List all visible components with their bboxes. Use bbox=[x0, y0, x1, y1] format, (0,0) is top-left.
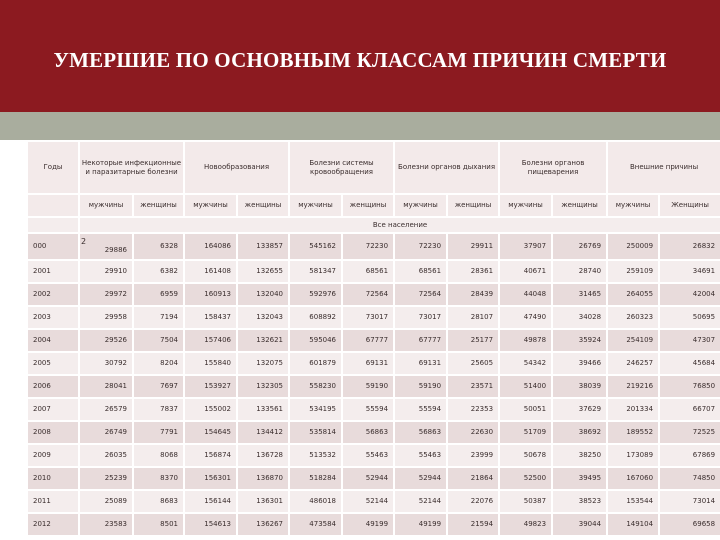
value-cell: 592976 bbox=[289, 283, 342, 306]
value-cell: 38523 bbox=[552, 490, 607, 513]
value-cell: 21594 bbox=[447, 513, 499, 536]
year-cell: 2003 bbox=[27, 306, 79, 329]
value-cell: 28041 bbox=[79, 375, 133, 398]
value-cell: 545162 bbox=[289, 233, 342, 260]
value-cell: 6959 bbox=[133, 283, 184, 306]
subheader-cell: женщины bbox=[552, 194, 607, 217]
table-row bbox=[27, 306, 720, 329]
value-cell: 69658 bbox=[659, 513, 720, 536]
header-years: Годы bbox=[27, 141, 79, 194]
value-cell: 134412 bbox=[237, 421, 289, 444]
value-cell: 136301 bbox=[237, 490, 289, 513]
value-cell: 28107 bbox=[447, 306, 499, 329]
value-cell: 601879 bbox=[289, 352, 342, 375]
value-cell: 132043 bbox=[237, 306, 289, 329]
value-cell: 72525 bbox=[659, 421, 720, 444]
value-cell: 7697 bbox=[133, 375, 184, 398]
value-cell: 52944 bbox=[342, 467, 394, 490]
value-cell: 173089 bbox=[607, 444, 659, 467]
table-row bbox=[27, 421, 720, 444]
value-cell: 201334 bbox=[607, 398, 659, 421]
value-cell: 28740 bbox=[552, 260, 607, 283]
value-cell: 49823 bbox=[499, 513, 552, 536]
value-cell: 518284 bbox=[289, 467, 342, 490]
value-cell: 26749 bbox=[79, 421, 133, 444]
value-cell: 22076 bbox=[447, 490, 499, 513]
row-marker: 2 bbox=[81, 237, 87, 246]
value-text: 29886 bbox=[104, 246, 127, 254]
subheader-cell: Женщины bbox=[659, 194, 720, 217]
table-row bbox=[27, 490, 720, 513]
value-cell: 259109 bbox=[607, 260, 659, 283]
value-cell: 37907 bbox=[499, 233, 552, 260]
table-row bbox=[27, 352, 720, 375]
value-cell: 8501 bbox=[133, 513, 184, 536]
value-cell: 54342 bbox=[499, 352, 552, 375]
value-cell: 23571 bbox=[447, 375, 499, 398]
value-cell: 66707 bbox=[659, 398, 720, 421]
year-cell: 2005 bbox=[27, 352, 79, 375]
subheader-row bbox=[27, 194, 720, 217]
value-cell: 164086 bbox=[184, 233, 237, 260]
value-cell: 21864 bbox=[447, 467, 499, 490]
value-cell: 132040 bbox=[237, 283, 289, 306]
value-cell: 513532 bbox=[289, 444, 342, 467]
subheader-cell: женщины bbox=[237, 194, 289, 217]
value-cell: 219216 bbox=[607, 375, 659, 398]
value-cell: 67869 bbox=[659, 444, 720, 467]
table-row bbox=[27, 375, 720, 398]
value-cell: 68561 bbox=[394, 260, 447, 283]
value-cell: 25177 bbox=[447, 329, 499, 352]
value-cell: 44048 bbox=[499, 283, 552, 306]
value-cell: 22353 bbox=[447, 398, 499, 421]
value-cell: 156301 bbox=[184, 467, 237, 490]
value-cell: 29972 bbox=[79, 283, 133, 306]
section-row bbox=[27, 217, 720, 233]
header-group: Болезни органов пищеварения bbox=[499, 141, 607, 194]
value-cell: 39466 bbox=[552, 352, 607, 375]
value-cell: 608892 bbox=[289, 306, 342, 329]
value-cell: 250009 bbox=[607, 233, 659, 260]
value-cell: 8683 bbox=[133, 490, 184, 513]
value-cell: 72230 bbox=[394, 233, 447, 260]
year-cell: 2009 bbox=[27, 444, 79, 467]
year-cell: 2011 bbox=[27, 490, 79, 513]
value-cell: 51400 bbox=[499, 375, 552, 398]
value-cell: 69131 bbox=[394, 352, 447, 375]
value-cell: 28361 bbox=[447, 260, 499, 283]
year-cell: 2012 bbox=[27, 513, 79, 536]
value-cell: 37629 bbox=[552, 398, 607, 421]
year-cell: 2008 bbox=[27, 421, 79, 444]
value-cell: 581347 bbox=[289, 260, 342, 283]
value-cell: 473584 bbox=[289, 513, 342, 536]
value-cell: 40671 bbox=[499, 260, 552, 283]
value-cell: 31465 bbox=[552, 283, 607, 306]
value-cell: 55463 bbox=[394, 444, 447, 467]
table-row bbox=[27, 233, 720, 260]
table-row bbox=[27, 513, 720, 536]
value-cell: 156144 bbox=[184, 490, 237, 513]
value-cell: 47490 bbox=[499, 306, 552, 329]
value-cell: 7791 bbox=[133, 421, 184, 444]
value-cell: 55594 bbox=[394, 398, 447, 421]
value-cell: 52144 bbox=[342, 490, 394, 513]
value-cell: 246257 bbox=[607, 352, 659, 375]
value-cell: 133857 bbox=[237, 233, 289, 260]
value-cell: 155002 bbox=[184, 398, 237, 421]
value-cell: 260323 bbox=[607, 306, 659, 329]
value-cell: 73014 bbox=[659, 490, 720, 513]
value-cell: 29526 bbox=[79, 329, 133, 352]
header-row bbox=[27, 141, 720, 194]
value-cell: 26769 bbox=[552, 233, 607, 260]
subheader-cell: женщины bbox=[447, 194, 499, 217]
value-cell: 34028 bbox=[552, 306, 607, 329]
value-cell: 133561 bbox=[237, 398, 289, 421]
value-cell: 50051 bbox=[499, 398, 552, 421]
value-cell: 67777 bbox=[394, 329, 447, 352]
subheader-cell: женщины bbox=[342, 194, 394, 217]
value-cell: 558230 bbox=[289, 375, 342, 398]
value-cell: 486018 bbox=[289, 490, 342, 513]
value-cell: 264055 bbox=[607, 283, 659, 306]
value-cell: 59190 bbox=[342, 375, 394, 398]
value-cell: 47307 bbox=[659, 329, 720, 352]
value-cell: 56863 bbox=[342, 421, 394, 444]
table-row bbox=[27, 467, 720, 490]
year-cell: 2006 bbox=[27, 375, 79, 398]
value-cell: 73017 bbox=[342, 306, 394, 329]
year-cell: 2007 bbox=[27, 398, 79, 421]
value-cell: 28439 bbox=[447, 283, 499, 306]
value-cell: 45684 bbox=[659, 352, 720, 375]
value-cell: 59190 bbox=[394, 375, 447, 398]
section-label: Все население bbox=[79, 217, 720, 233]
value-cell: 72564 bbox=[342, 283, 394, 306]
header-group: Новообразования bbox=[184, 141, 289, 194]
value-cell: 68561 bbox=[342, 260, 394, 283]
value-cell: 25605 bbox=[447, 352, 499, 375]
value-cell: 161408 bbox=[184, 260, 237, 283]
value-cell: 38039 bbox=[552, 375, 607, 398]
header-group: Болезни системы кровообращения bbox=[289, 141, 394, 194]
value-cell: 76850 bbox=[659, 375, 720, 398]
value-cell: 55594 bbox=[342, 398, 394, 421]
value-cell: 595046 bbox=[289, 329, 342, 352]
value-cell: 49878 bbox=[499, 329, 552, 352]
value-cell: 50695 bbox=[659, 306, 720, 329]
value-cell: 52144 bbox=[394, 490, 447, 513]
value-cell: 51709 bbox=[499, 421, 552, 444]
value-cell: 39044 bbox=[552, 513, 607, 536]
value-cell: 158437 bbox=[184, 306, 237, 329]
value-cell: 26579 bbox=[79, 398, 133, 421]
header-group: Некоторые инфекционные и паразитарные болезни bbox=[79, 141, 184, 194]
value-cell: 7194 bbox=[133, 306, 184, 329]
header-blank bbox=[27, 194, 79, 217]
subheader-cell: мужчины bbox=[79, 194, 133, 217]
value-cell: 72230 bbox=[342, 233, 394, 260]
value-cell: 49199 bbox=[342, 513, 394, 536]
mortality-table bbox=[26, 140, 720, 537]
value-cell: 56863 bbox=[394, 421, 447, 444]
value-cell: 29958 bbox=[79, 306, 133, 329]
header-group: Болезни органов дыхания bbox=[394, 141, 499, 194]
value-cell: 534195 bbox=[289, 398, 342, 421]
value-cell: 29911 bbox=[447, 233, 499, 260]
value-cell: 52500 bbox=[499, 467, 552, 490]
year-cell: 2001 bbox=[27, 260, 79, 283]
title-bar bbox=[0, 0, 720, 112]
value-cell: 23999 bbox=[447, 444, 499, 467]
value-cell: 155840 bbox=[184, 352, 237, 375]
value-cell: 25239 bbox=[79, 467, 133, 490]
value-cell: 50678 bbox=[499, 444, 552, 467]
value-cell: 38250 bbox=[552, 444, 607, 467]
value-cell: 29910 bbox=[79, 260, 133, 283]
value-cell: 153544 bbox=[607, 490, 659, 513]
value-cell: 8068 bbox=[133, 444, 184, 467]
value-cell: 42004 bbox=[659, 283, 720, 306]
section-blank bbox=[27, 217, 79, 233]
value-cell: 156874 bbox=[184, 444, 237, 467]
value-cell: 136728 bbox=[237, 444, 289, 467]
value-cell: 69131 bbox=[342, 352, 394, 375]
value-cell: 38692 bbox=[552, 421, 607, 444]
value-cell: 35924 bbox=[552, 329, 607, 352]
value-cell: 6382 bbox=[133, 260, 184, 283]
value-cell: 8370 bbox=[133, 467, 184, 490]
header-group: Внешние причины bbox=[607, 141, 720, 194]
value-cell: 26832 bbox=[659, 233, 720, 260]
subheader-cell: мужчины bbox=[289, 194, 342, 217]
value-cell: 26035 bbox=[79, 444, 133, 467]
value-cell: 7504 bbox=[133, 329, 184, 352]
value-cell: 167060 bbox=[607, 467, 659, 490]
table-row bbox=[27, 329, 720, 352]
subheader-cell: женщины bbox=[133, 194, 184, 217]
value-cell: 8204 bbox=[133, 352, 184, 375]
value-cell: 25089 bbox=[79, 490, 133, 513]
subheader-cell: мужчины bbox=[394, 194, 447, 217]
page-title: УМЕРШИЕ ПО ОСНОВНЫМ КЛАССАМ ПРИЧИН СМЕРТИ bbox=[53, 47, 667, 72]
subheader-cell: мужчины bbox=[499, 194, 552, 217]
value-cell: 6328 bbox=[133, 233, 184, 260]
value-cell: 154645 bbox=[184, 421, 237, 444]
value-cell: 160913 bbox=[184, 283, 237, 306]
table-row bbox=[27, 398, 720, 421]
value-cell: 73017 bbox=[394, 306, 447, 329]
value-cell: 34691 bbox=[659, 260, 720, 283]
value-cell: 30792 bbox=[79, 352, 133, 375]
value-cell: 39495 bbox=[552, 467, 607, 490]
value-cell: 23583 bbox=[79, 513, 133, 536]
decorative-stripe bbox=[0, 112, 720, 140]
table-row bbox=[27, 444, 720, 467]
year-cell: 000 bbox=[27, 233, 79, 260]
value-cell: 132075 bbox=[237, 352, 289, 375]
value-cell: 74850 bbox=[659, 467, 720, 490]
year-cell: 2004 bbox=[27, 329, 79, 352]
value-cell: 136870 bbox=[237, 467, 289, 490]
subheader-cell: мужчины bbox=[184, 194, 237, 217]
value-cell: 189552 bbox=[607, 421, 659, 444]
value-cell: 132305 bbox=[237, 375, 289, 398]
value-cell: 535814 bbox=[289, 421, 342, 444]
value-cell: 154613 bbox=[184, 513, 237, 536]
value-cell: 50387 bbox=[499, 490, 552, 513]
value-cell: 157406 bbox=[184, 329, 237, 352]
value-cell: 72564 bbox=[394, 283, 447, 306]
value-cell bbox=[79, 233, 133, 260]
value-cell: 153927 bbox=[184, 375, 237, 398]
year-cell: 2002 bbox=[27, 283, 79, 306]
year-cell: 2010 bbox=[27, 467, 79, 490]
table-row bbox=[27, 283, 720, 306]
value-cell: 52944 bbox=[394, 467, 447, 490]
value-cell: 67777 bbox=[342, 329, 394, 352]
value-cell: 22630 bbox=[447, 421, 499, 444]
table-row bbox=[27, 260, 720, 283]
value-cell: 7837 bbox=[133, 398, 184, 421]
value-cell: 149104 bbox=[607, 513, 659, 536]
value-cell: 49199 bbox=[394, 513, 447, 536]
value-cell: 132621 bbox=[237, 329, 289, 352]
value-cell: 254109 bbox=[607, 329, 659, 352]
value-cell: 132655 bbox=[237, 260, 289, 283]
value-cell: 55463 bbox=[342, 444, 394, 467]
value-cell: 136267 bbox=[237, 513, 289, 536]
subheader-cell: мужчины bbox=[607, 194, 659, 217]
